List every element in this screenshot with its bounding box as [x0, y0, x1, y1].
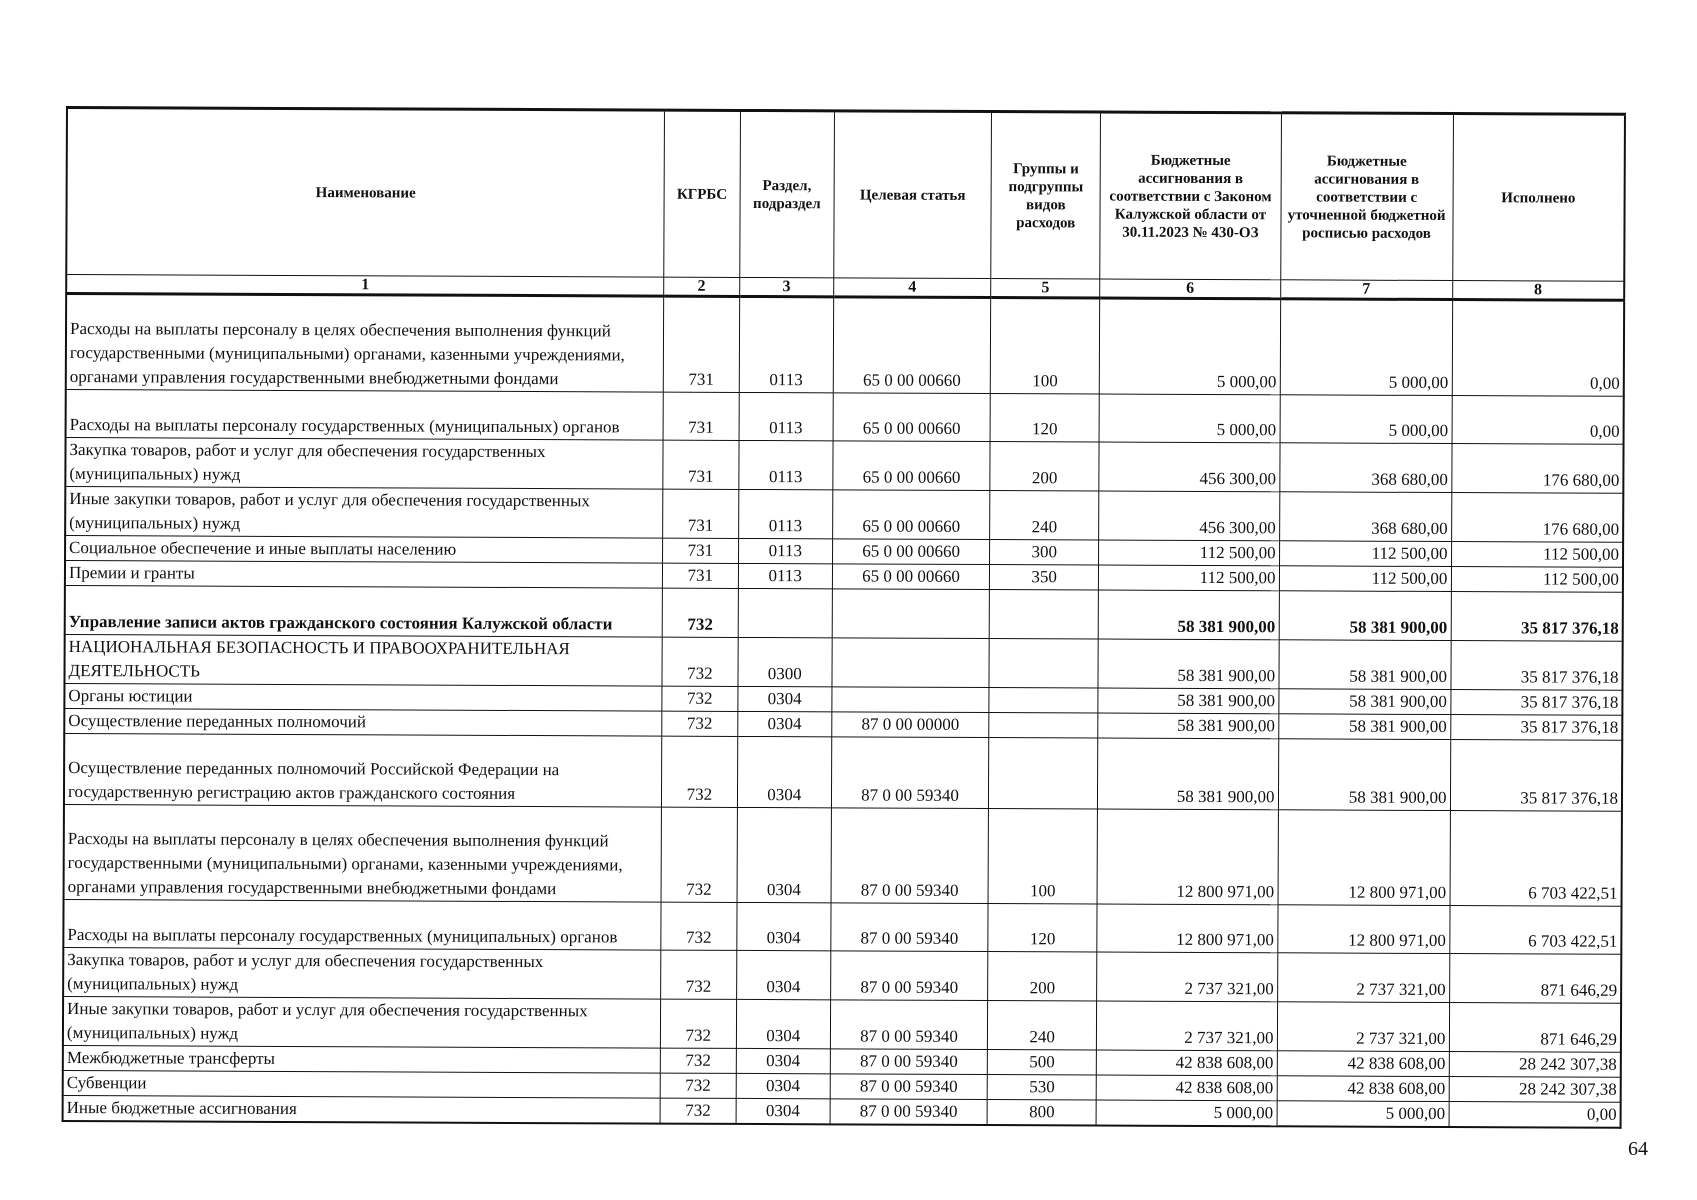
row-law-amount-cell: 5 000,00 — [1099, 394, 1280, 443]
row-roster-amount-cell: 5 000,00 — [1280, 395, 1452, 444]
row-section-cell: 0304 — [737, 736, 832, 807]
table-row — [65, 487, 1623, 543]
row-target-item-cell: 87 0 00 59340 — [830, 1074, 987, 1100]
row-executed-amount-cell: 0,00 — [1449, 1102, 1621, 1128]
row-expense-group-cell: 200 — [990, 442, 1099, 491]
table-row — [66, 294, 1624, 397]
header-roster-allocations: Бюджетные ассигнования в соответствии с уточненной бюджетной росписью расходов — [1280, 113, 1453, 281]
table-row — [66, 390, 1624, 445]
table-row — [64, 733, 1622, 811]
row-section-cell: 0113 — [738, 489, 833, 538]
row-law-amount-cell: 2 737 321,00 — [1097, 952, 1278, 1002]
column-number: 8 — [1452, 281, 1624, 301]
row-law-amount-cell: 58 381 900,00 — [1098, 738, 1279, 810]
row-target-item-cell: 65 0 00 00660 — [832, 564, 989, 590]
row-expense-group-cell: 300 — [990, 540, 1099, 565]
budget-sheet — [62, 106, 1626, 1129]
row-target-item-cell: 87 0 00 59340 — [831, 737, 989, 809]
row-kgrbs-cell: 731 — [663, 538, 739, 563]
row-roster-amount-cell: 112 500,00 — [1279, 566, 1451, 592]
row-expense-group-cell — [989, 688, 1098, 713]
header-expense-groups: Группы и подгруппы видов расходов — [991, 112, 1101, 279]
row-kgrbs-cell: 732 — [662, 686, 738, 711]
row-roster-amount-cell: 12 800 971,00 — [1277, 905, 1449, 954]
row-expense-group-cell: 120 — [988, 904, 1097, 952]
column-number: 2 — [664, 277, 740, 296]
row-kgrbs-cell: 731 — [663, 563, 739, 588]
row-section-cell: 0304 — [736, 1048, 830, 1073]
row-section-cell: 0304 — [737, 686, 831, 711]
row-executed-amount-cell: 176 680,00 — [1451, 493, 1623, 543]
row-expense-group-cell — [989, 738, 1098, 809]
row-name-cell: Осуществление переданных полномочий Российской Федерации на государственную регистрацию актов гражданского состояния — [64, 733, 662, 807]
header-target-item: Целевая статья — [834, 111, 992, 279]
row-expense-group-cell: 240 — [988, 1001, 1097, 1050]
header-section: Раздел, подраздел — [739, 110, 834, 277]
row-roster-amount-cell: 42 838 608,00 — [1277, 1051, 1449, 1077]
row-kgrbs-cell: 732 — [662, 711, 738, 736]
row-target-item-cell: 65 0 00 00660 — [833, 441, 990, 491]
row-name-cell: Расходы на выплаты персоналу государственных (муниципальных) органов — [63, 899, 661, 950]
row-law-amount-cell: 12 800 971,00 — [1097, 904, 1278, 953]
row-law-amount-cell: 456 300,00 — [1099, 442, 1280, 492]
row-executed-amount-cell: 176 680,00 — [1451, 444, 1623, 494]
column-number: 1 — [66, 275, 664, 297]
column-number: 7 — [1280, 280, 1452, 300]
row-expense-group-cell — [989, 639, 1098, 688]
row-expense-group-cell: 800 — [987, 1100, 1096, 1126]
row-roster-amount-cell: 368 680,00 — [1279, 492, 1451, 542]
row-name-cell: Закупка товаров, работ и услуг для обеспечения государственных (муниципальных) нужд — [65, 438, 663, 490]
row-executed-amount-cell: 112 500,00 — [1451, 542, 1623, 568]
row-executed-amount-cell: 6 703 422,51 — [1450, 811, 1622, 907]
row-executed-amount-cell: 0,00 — [1452, 300, 1624, 397]
row-roster-amount-cell: 58 381 900,00 — [1279, 591, 1451, 641]
row-law-amount-cell: 112 500,00 — [1099, 540, 1279, 566]
row-section-cell: 0304 — [736, 1098, 830, 1124]
table-row — [63, 899, 1621, 954]
row-law-amount-cell: 58 381 900,00 — [1098, 688, 1278, 714]
row-section-cell: 0113 — [739, 392, 834, 440]
row-target-item-cell: 87 0 00 59340 — [831, 951, 988, 1001]
row-name-cell: Осуществление переданных полномочий — [64, 708, 662, 736]
row-expense-group-cell: 530 — [987, 1075, 1096, 1100]
row-law-amount-cell: 42 838 608,00 — [1096, 1075, 1276, 1101]
page-number: 64 — [1628, 1138, 1648, 1160]
row-section-cell — [738, 588, 833, 637]
row-roster-amount-cell: 2 737 321,00 — [1277, 1002, 1449, 1052]
row-roster-amount-cell: 42 838 608,00 — [1277, 1076, 1449, 1102]
row-roster-amount-cell: 5 000,00 — [1277, 1101, 1449, 1127]
row-executed-amount-cell: 35 817 376,18 — [1450, 740, 1622, 812]
column-number: 6 — [1100, 279, 1280, 299]
row-name-cell: НАЦИОНАЛЬНАЯ БЕЗОПАСНОСТЬ И ПРАВООХРАНИТЕЛЬНАЯ ДЕЯТЕЛЬНОСТЬ — [64, 634, 662, 686]
row-target-item-cell: 65 0 00 00660 — [833, 490, 990, 540]
row-executed-amount-cell: 0,00 — [1452, 396, 1624, 445]
row-kgrbs-cell: 732 — [661, 950, 737, 999]
row-target-item-cell: 87 0 00 00000 — [832, 712, 989, 738]
row-executed-amount-cell: 35 817 376,18 — [1450, 715, 1622, 741]
row-expense-group-cell: 200 — [988, 952, 1097, 1001]
header-row — [66, 108, 1625, 282]
row-name-cell: Социальное обеспечение и иные выплаты населению — [65, 536, 663, 564]
row-target-item-cell — [832, 638, 989, 688]
row-roster-amount-cell: 112 500,00 — [1279, 541, 1451, 567]
row-name-cell: Органы юстиции — [64, 683, 662, 711]
row-roster-amount-cell: 2 737 321,00 — [1277, 953, 1449, 1003]
row-kgrbs-cell: 731 — [663, 392, 739, 440]
row-kgrbs-cell: 732 — [661, 807, 737, 902]
row-section-cell: 0300 — [738, 637, 833, 686]
row-kgrbs-cell: 732 — [662, 588, 738, 637]
table-row — [64, 804, 1622, 906]
row-target-item-cell: 65 0 00 00660 — [833, 393, 990, 442]
row-roster-amount-cell: 12 800 971,00 — [1278, 810, 1450, 906]
row-kgrbs-cell: 731 — [663, 489, 739, 538]
row-roster-amount-cell: 58 381 900,00 — [1279, 640, 1451, 690]
row-law-amount-cell: 5 000,00 — [1100, 298, 1281, 395]
row-expense-group-cell: 350 — [990, 565, 1099, 590]
row-expense-group-cell — [989, 590, 1098, 639]
row-kgrbs-cell: 732 — [660, 1073, 736, 1098]
row-name-cell: Иные бюджетные ассигнования — [63, 1095, 661, 1123]
row-law-amount-cell: 58 381 900,00 — [1098, 713, 1278, 739]
row-target-item-cell — [832, 687, 989, 713]
row-executed-amount-cell: 28 242 307,38 — [1449, 1052, 1621, 1078]
row-section-cell: 0304 — [737, 807, 832, 902]
row-executed-amount-cell: 35 817 376,18 — [1450, 690, 1622, 716]
column-number: 3 — [739, 277, 833, 296]
table-body — [63, 294, 1625, 1128]
row-target-item-cell: 87 0 00 59340 — [830, 1049, 987, 1075]
row-name-cell: Субвенции — [63, 1070, 661, 1098]
column-number: 4 — [834, 278, 991, 298]
row-section-cell: 0113 — [738, 440, 833, 489]
row-kgrbs-cell: 732 — [660, 1048, 736, 1073]
table-row — [65, 438, 1623, 494]
row-target-item-cell: 65 0 00 00660 — [832, 539, 989, 565]
row-section-cell: 0304 — [736, 999, 831, 1048]
row-expense-group-cell: 100 — [988, 809, 1097, 904]
row-law-amount-cell: 5 000,00 — [1096, 1100, 1276, 1126]
row-law-amount-cell: 456 300,00 — [1099, 491, 1280, 541]
row-roster-amount-cell: 58 381 900,00 — [1278, 689, 1450, 715]
row-roster-amount-cell: 368 680,00 — [1279, 443, 1451, 493]
row-name-cell: Управление записи актов гражданского состояния Калужской области — [65, 585, 663, 637]
budget-table — [62, 106, 1626, 1129]
row-law-amount-cell: 112 500,00 — [1099, 565, 1279, 591]
row-executed-amount-cell: 871 646,29 — [1449, 1003, 1621, 1053]
row-expense-group-cell: 500 — [988, 1050, 1097, 1075]
row-name-cell: Премии и гранты — [65, 561, 663, 589]
row-kgrbs-cell: 732 — [660, 1098, 736, 1124]
row-kgrbs-cell: 731 — [663, 440, 739, 489]
row-executed-amount-cell: 35 817 376,18 — [1451, 592, 1623, 642]
row-kgrbs-cell: 731 — [663, 296, 739, 392]
table-row — [65, 585, 1623, 641]
header-executed: Исполнено — [1452, 114, 1625, 282]
row-name-cell: Иные закупки товаров, работ и услуг для обеспечения государственных (муниципальных) нужд — [63, 996, 661, 1048]
row-name-cell: Расходы на выплаты персоналу в целях обеспечения выполнения функций государственными (муниципальными) органами, казенными учреждениями, органами управления государственными внебюджетными фондами — [64, 804, 662, 902]
row-target-item-cell: 87 0 00 59340 — [831, 808, 989, 904]
row-section-cell: 0304 — [736, 1073, 830, 1098]
row-name-cell: Иные закупки товаров, работ и услуг для обеспечения государственных (муниципальных) нужд — [65, 487, 663, 539]
row-roster-amount-cell: 58 381 900,00 — [1278, 714, 1450, 740]
row-name-cell: Расходы на выплаты персоналу государственных (муниципальных) органов — [66, 390, 664, 441]
column-number: 5 — [991, 279, 1100, 298]
row-section-cell: 0113 — [738, 538, 832, 563]
table-row — [63, 947, 1621, 1003]
row-executed-amount-cell: 112 500,00 — [1451, 567, 1623, 593]
row-roster-amount-cell: 58 381 900,00 — [1278, 739, 1450, 811]
row-executed-amount-cell: 28 242 307,38 — [1449, 1077, 1621, 1103]
row-law-amount-cell: 2 737 321,00 — [1097, 1001, 1278, 1051]
row-name-cell: Межбюджетные трансферты — [63, 1045, 661, 1073]
table-row — [63, 996, 1621, 1052]
row-law-amount-cell: 12 800 971,00 — [1097, 809, 1278, 905]
row-law-amount-cell: 58 381 900,00 — [1098, 639, 1279, 689]
row-target-item-cell: 87 0 00 59340 — [831, 903, 988, 952]
row-kgrbs-cell: 732 — [661, 999, 737, 1048]
row-kgrbs-cell: 732 — [661, 902, 737, 950]
row-section-cell: 0304 — [736, 950, 831, 999]
header-name: Наименование — [66, 108, 664, 278]
row-executed-amount-cell: 871 646,29 — [1449, 954, 1621, 1004]
row-roster-amount-cell: 5 000,00 — [1280, 299, 1452, 396]
row-target-item-cell — [832, 589, 989, 639]
row-expense-group-cell: 120 — [990, 394, 1099, 442]
row-name-cell: Закупка товаров, работ и услуг для обеспечения государственных (муниципальных) нужд — [63, 947, 661, 999]
row-name-cell: Расходы на выплаты персоналу в целях обеспечения выполнения функций государственными (муниципальными) органами, казенными учреждениями, органами управления государственными внебюджетными фондами — [66, 294, 664, 393]
row-expense-group-cell: 100 — [990, 298, 1099, 394]
row-executed-amount-cell: 35 817 376,18 — [1450, 641, 1622, 691]
row-kgrbs-cell: 732 — [662, 637, 738, 686]
row-target-item-cell: 65 0 00 00660 — [833, 297, 991, 394]
header-kgrbs: КГРБС — [664, 110, 740, 277]
row-section-cell: 0113 — [739, 296, 834, 392]
row-expense-group-cell: 240 — [990, 491, 1099, 540]
row-kgrbs-cell: 732 — [662, 736, 738, 807]
row-section-cell: 0113 — [738, 563, 832, 588]
row-expense-group-cell — [989, 713, 1098, 738]
row-target-item-cell: 87 0 00 59340 — [830, 1099, 987, 1125]
row-section-cell: 0304 — [736, 902, 831, 950]
row-target-item-cell: 87 0 00 59340 — [830, 1000, 987, 1050]
row-law-amount-cell: 42 838 608,00 — [1097, 1050, 1277, 1076]
row-executed-amount-cell: 6 703 422,51 — [1449, 906, 1621, 955]
table-row — [64, 634, 1622, 690]
row-law-amount-cell: 58 381 900,00 — [1098, 590, 1279, 640]
row-section-cell: 0304 — [737, 711, 831, 736]
header-law-allocations: Бюджетные ассигнования в соответствии с Законом Калужской области от 30.11.2023 № 430-ОЗ — [1100, 112, 1281, 280]
